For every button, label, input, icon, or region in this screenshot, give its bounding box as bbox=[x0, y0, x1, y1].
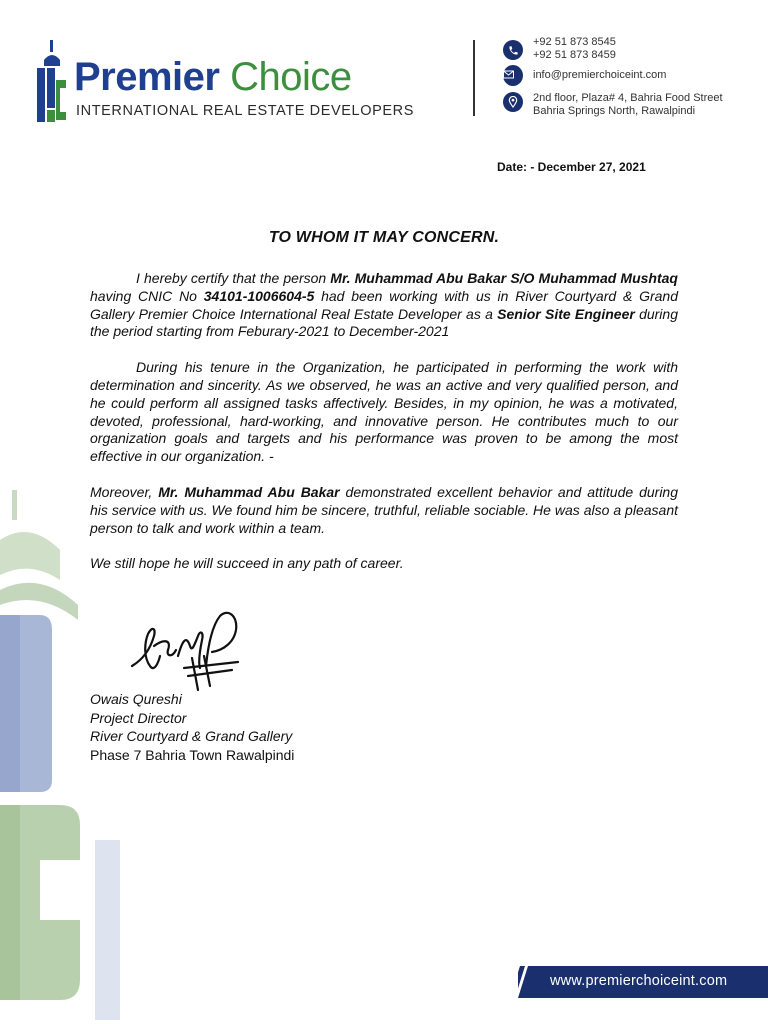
job-role: Senior Site Engineer bbox=[497, 305, 635, 322]
envelope-icon bbox=[503, 65, 523, 86]
contact-address bbox=[503, 92, 753, 118]
contact-email bbox=[503, 68, 753, 86]
contact-phone bbox=[503, 36, 753, 64]
letter-date: Date: - December 27, 2021 bbox=[497, 160, 646, 174]
handwritten-signature bbox=[128, 606, 252, 692]
email-link[interactable]: info@premierchoiceint.com bbox=[533, 69, 667, 81]
signatory-block bbox=[90, 690, 294, 764]
phone-2[interactable]: +92 51 873 8459 bbox=[533, 49, 616, 61]
footer-website[interactable]: www.premierchoiceint.com bbox=[550, 973, 728, 989]
phone-1[interactable]: +92 51 873 8545 bbox=[533, 36, 616, 48]
logo-mark-icon bbox=[34, 40, 70, 124]
brand-name bbox=[74, 54, 352, 100]
paragraph-4: We still hope he will succeed in any path of career. bbox=[90, 555, 404, 572]
cnic-number: 34101-1006604-5 bbox=[203, 287, 315, 304]
brand-secondary: Choice bbox=[230, 55, 352, 99]
address-line-2: Bahria Springs North, Rawalpindi bbox=[533, 105, 696, 117]
letter-title: TO WHOM IT MAY CONCERN. bbox=[268, 229, 500, 246]
paragraph-2: During his tenure in the Organization, he participated in performing the work with determination and sincerity. As we observed, he was an active and very qualified person, and he could perform all assigned tasks affectively. Besides, in my opinion, he was a motivated, devoted, professional, hard-working, and innovative person. He contributes much to our organization goals and targets and his performance was proven to be among the most effective in our organization. - bbox=[90, 359, 678, 465]
contact-block bbox=[503, 36, 753, 118]
location-pin-icon bbox=[503, 92, 523, 112]
address-line-1: 2nd floor, Plaza# 4, Bahria Food Street bbox=[533, 92, 723, 104]
signatory-name: Owais Qureshi bbox=[90, 691, 182, 707]
employee-name: Mr. Muhammad Abu Bakar S/O Muhammad Mushtaq bbox=[330, 270, 678, 286]
signatory-title: Project Director bbox=[90, 709, 187, 726]
signatory-project: River Courtyard & Grand Gallery bbox=[90, 728, 293, 744]
header-divider bbox=[473, 40, 475, 116]
paragraph-3: Moreover, Mr. Muhammad Abu Bakar demonstrated excellent behavior and attitude during his service with us. We found him be sincere, truthful, reliable sociable. He was also a pleasant person to talk and work within a team. bbox=[90, 483, 678, 536]
paragraph-1: I hereby certify that the person Mr. Muhammad Abu Bakar S/O Muhammad Mushtaq having CNIC No 34101-1006604-5 had been working with us in River Courtyard & Grand Gallery Premier Choice International Real Estate Developer as a Senior Site Engineer during the period starting from Feburary-2021 to December-2021 bbox=[90, 270, 678, 340]
employee-name-2: Mr. Muhammad Abu Bakar bbox=[158, 483, 340, 500]
brand-tagline: INTERNATIONAL REAL ESTATE DEVELOPERS bbox=[76, 103, 414, 119]
signatory-location: Phase 7 Bahria Town Rawalpindi bbox=[90, 746, 295, 763]
phone-icon bbox=[503, 40, 523, 60]
company-logo bbox=[30, 40, 414, 126]
brand-primary: Premier bbox=[74, 55, 220, 99]
letter-body bbox=[90, 270, 678, 573]
